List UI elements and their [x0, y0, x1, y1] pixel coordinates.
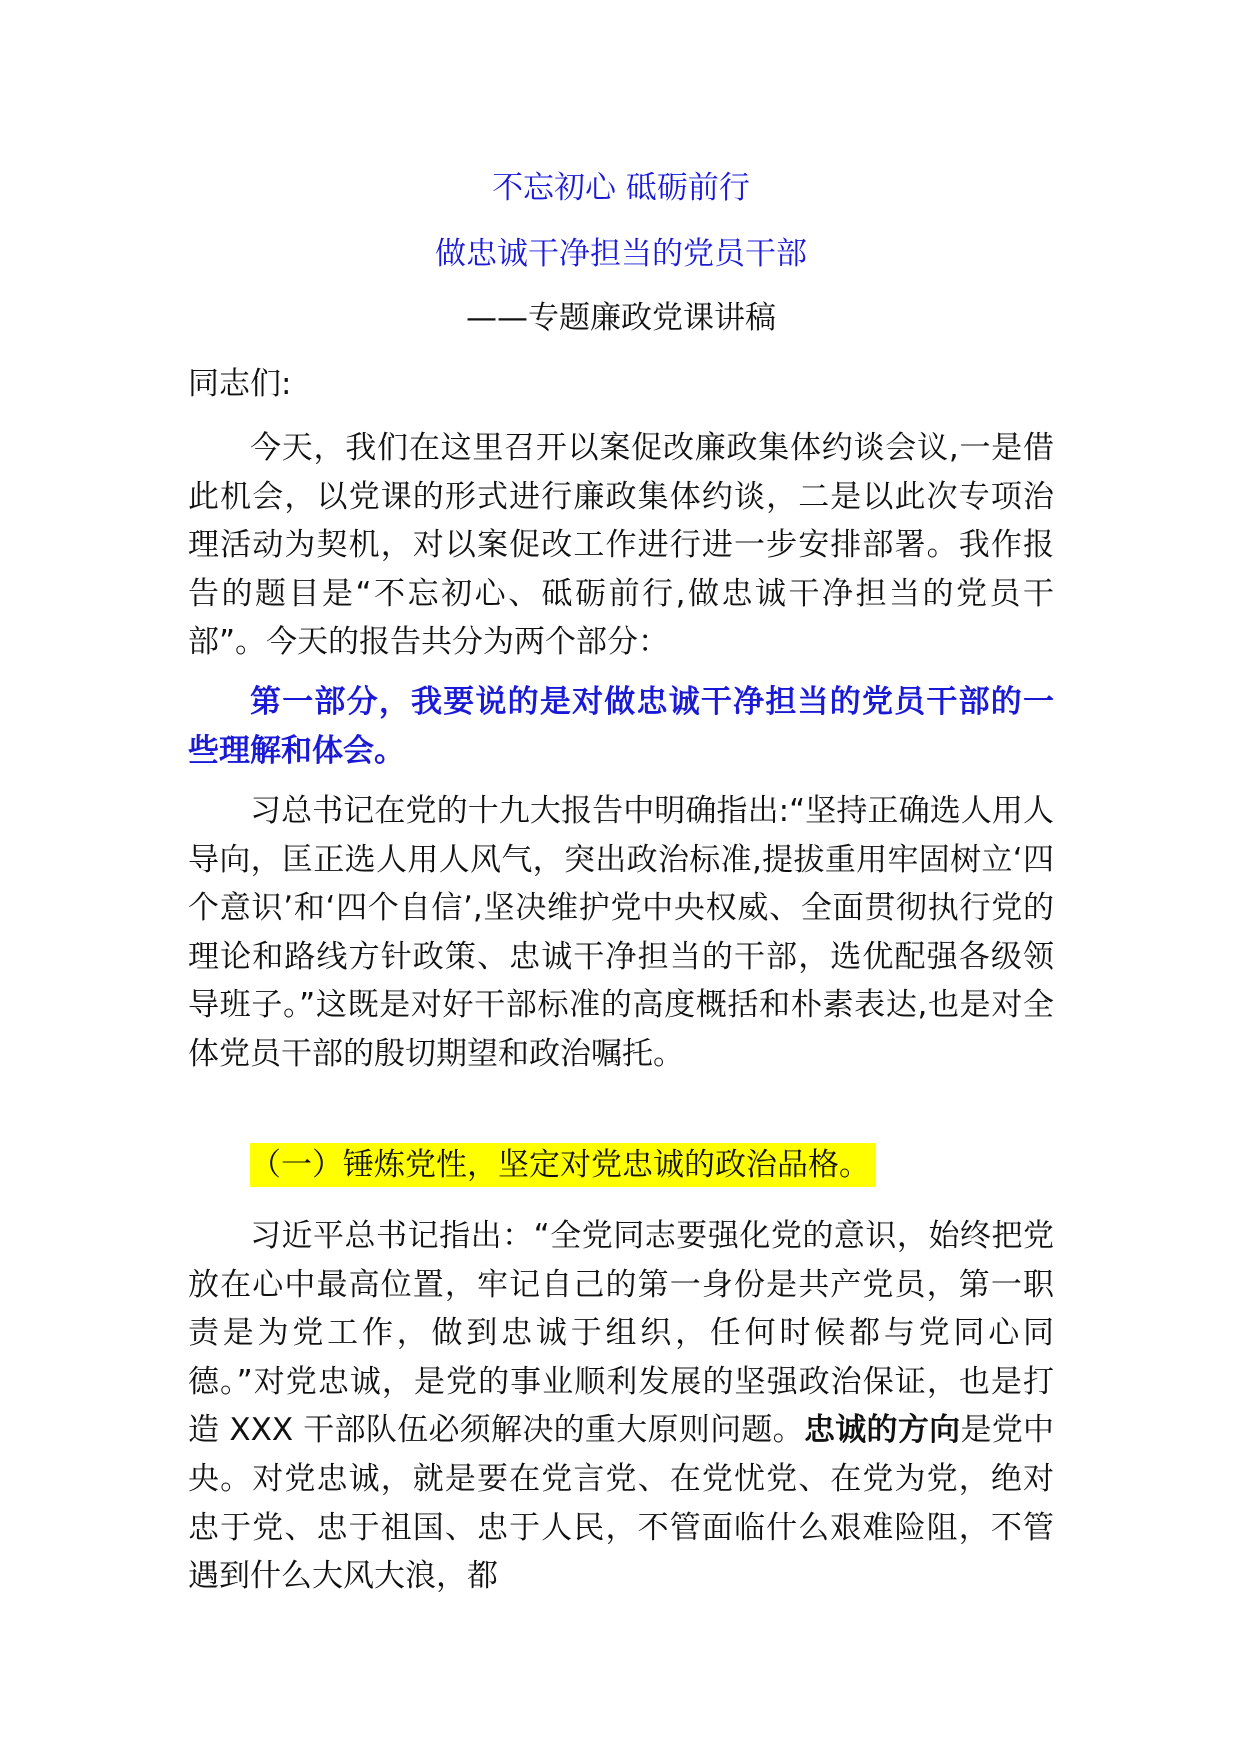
quote-paragraph: 习总书记在党的十九大报告中明确指出:“坚持正确选人用人导向，匡正选人用人风气，突出政治标准,提拔重用牢固树立‘四个意识’和‘四个自信’,坚决维护党中央权威、全面贯彻执行党的理论和路线方针政策、忠诚干净担当的干部，选优配强各级领导班子。”这既是对好干部标准的高度概括和朴素表达,也是对全体党员干部的殷切期望和政治嘱托。	[188, 793, 1054, 1072]
salutation: 同志们:	[188, 366, 292, 402]
loyalty-paragraph	[188, 1212, 1054, 1601]
title-line-1: 不忘初心 砥砺前行	[492, 170, 750, 206]
loyalty-bold-phrase: 忠诚的方向	[803, 1412, 961, 1449]
section-one-heading-line	[188, 1141, 1054, 1190]
loyalty-text-part2: 是党中央。对党忠诚，就是要在党言党、在党忧党、在党为党，绝对忠于党、忠于祖国、忠于人民，不管面临什么艰难险阻，不管遇到什么大风大浪，都	[188, 1412, 1055, 1595]
section-one-heading: （一）锤炼党性，坚定对党忠诚的政治品格。	[250, 1143, 876, 1187]
subtitle: ——专题廉政党课讲稿	[466, 300, 776, 336]
loyalty-text-part1: 习近平总书记指出：“全党同志要强化党的意识，始终把党放在心中最高位置，牢记自己的第一身份是共产党员，第一职责是为党工作，做到忠诚于组织，任何时候都与党同心同德。”对党忠诚，是党的事业顺利发展的坚强政治保证，也是打造 XXX 干部队伍必须解决的重大原则问题。	[188, 1218, 1054, 1449]
part-one-heading: 第一部分，我要说的是对做忠诚干净担当的党员干部的一些理解和体会。	[188, 684, 1054, 769]
title-line-2: 做忠诚干净担当的党员干部	[435, 236, 807, 272]
intro-paragraph: 今天，我们在这里召开以案促改廉政集体约谈会议,一是借此机会，以党课的形式进行廉政集体约谈，二是以此次专项治理活动为契机，对以案促改工作进行进一步安排部署。我作报告的题目是“不忘初心、砥砺前行,做忠诚干净担当的党员干部”。今天的报告共分为两个部分：	[188, 430, 1054, 661]
